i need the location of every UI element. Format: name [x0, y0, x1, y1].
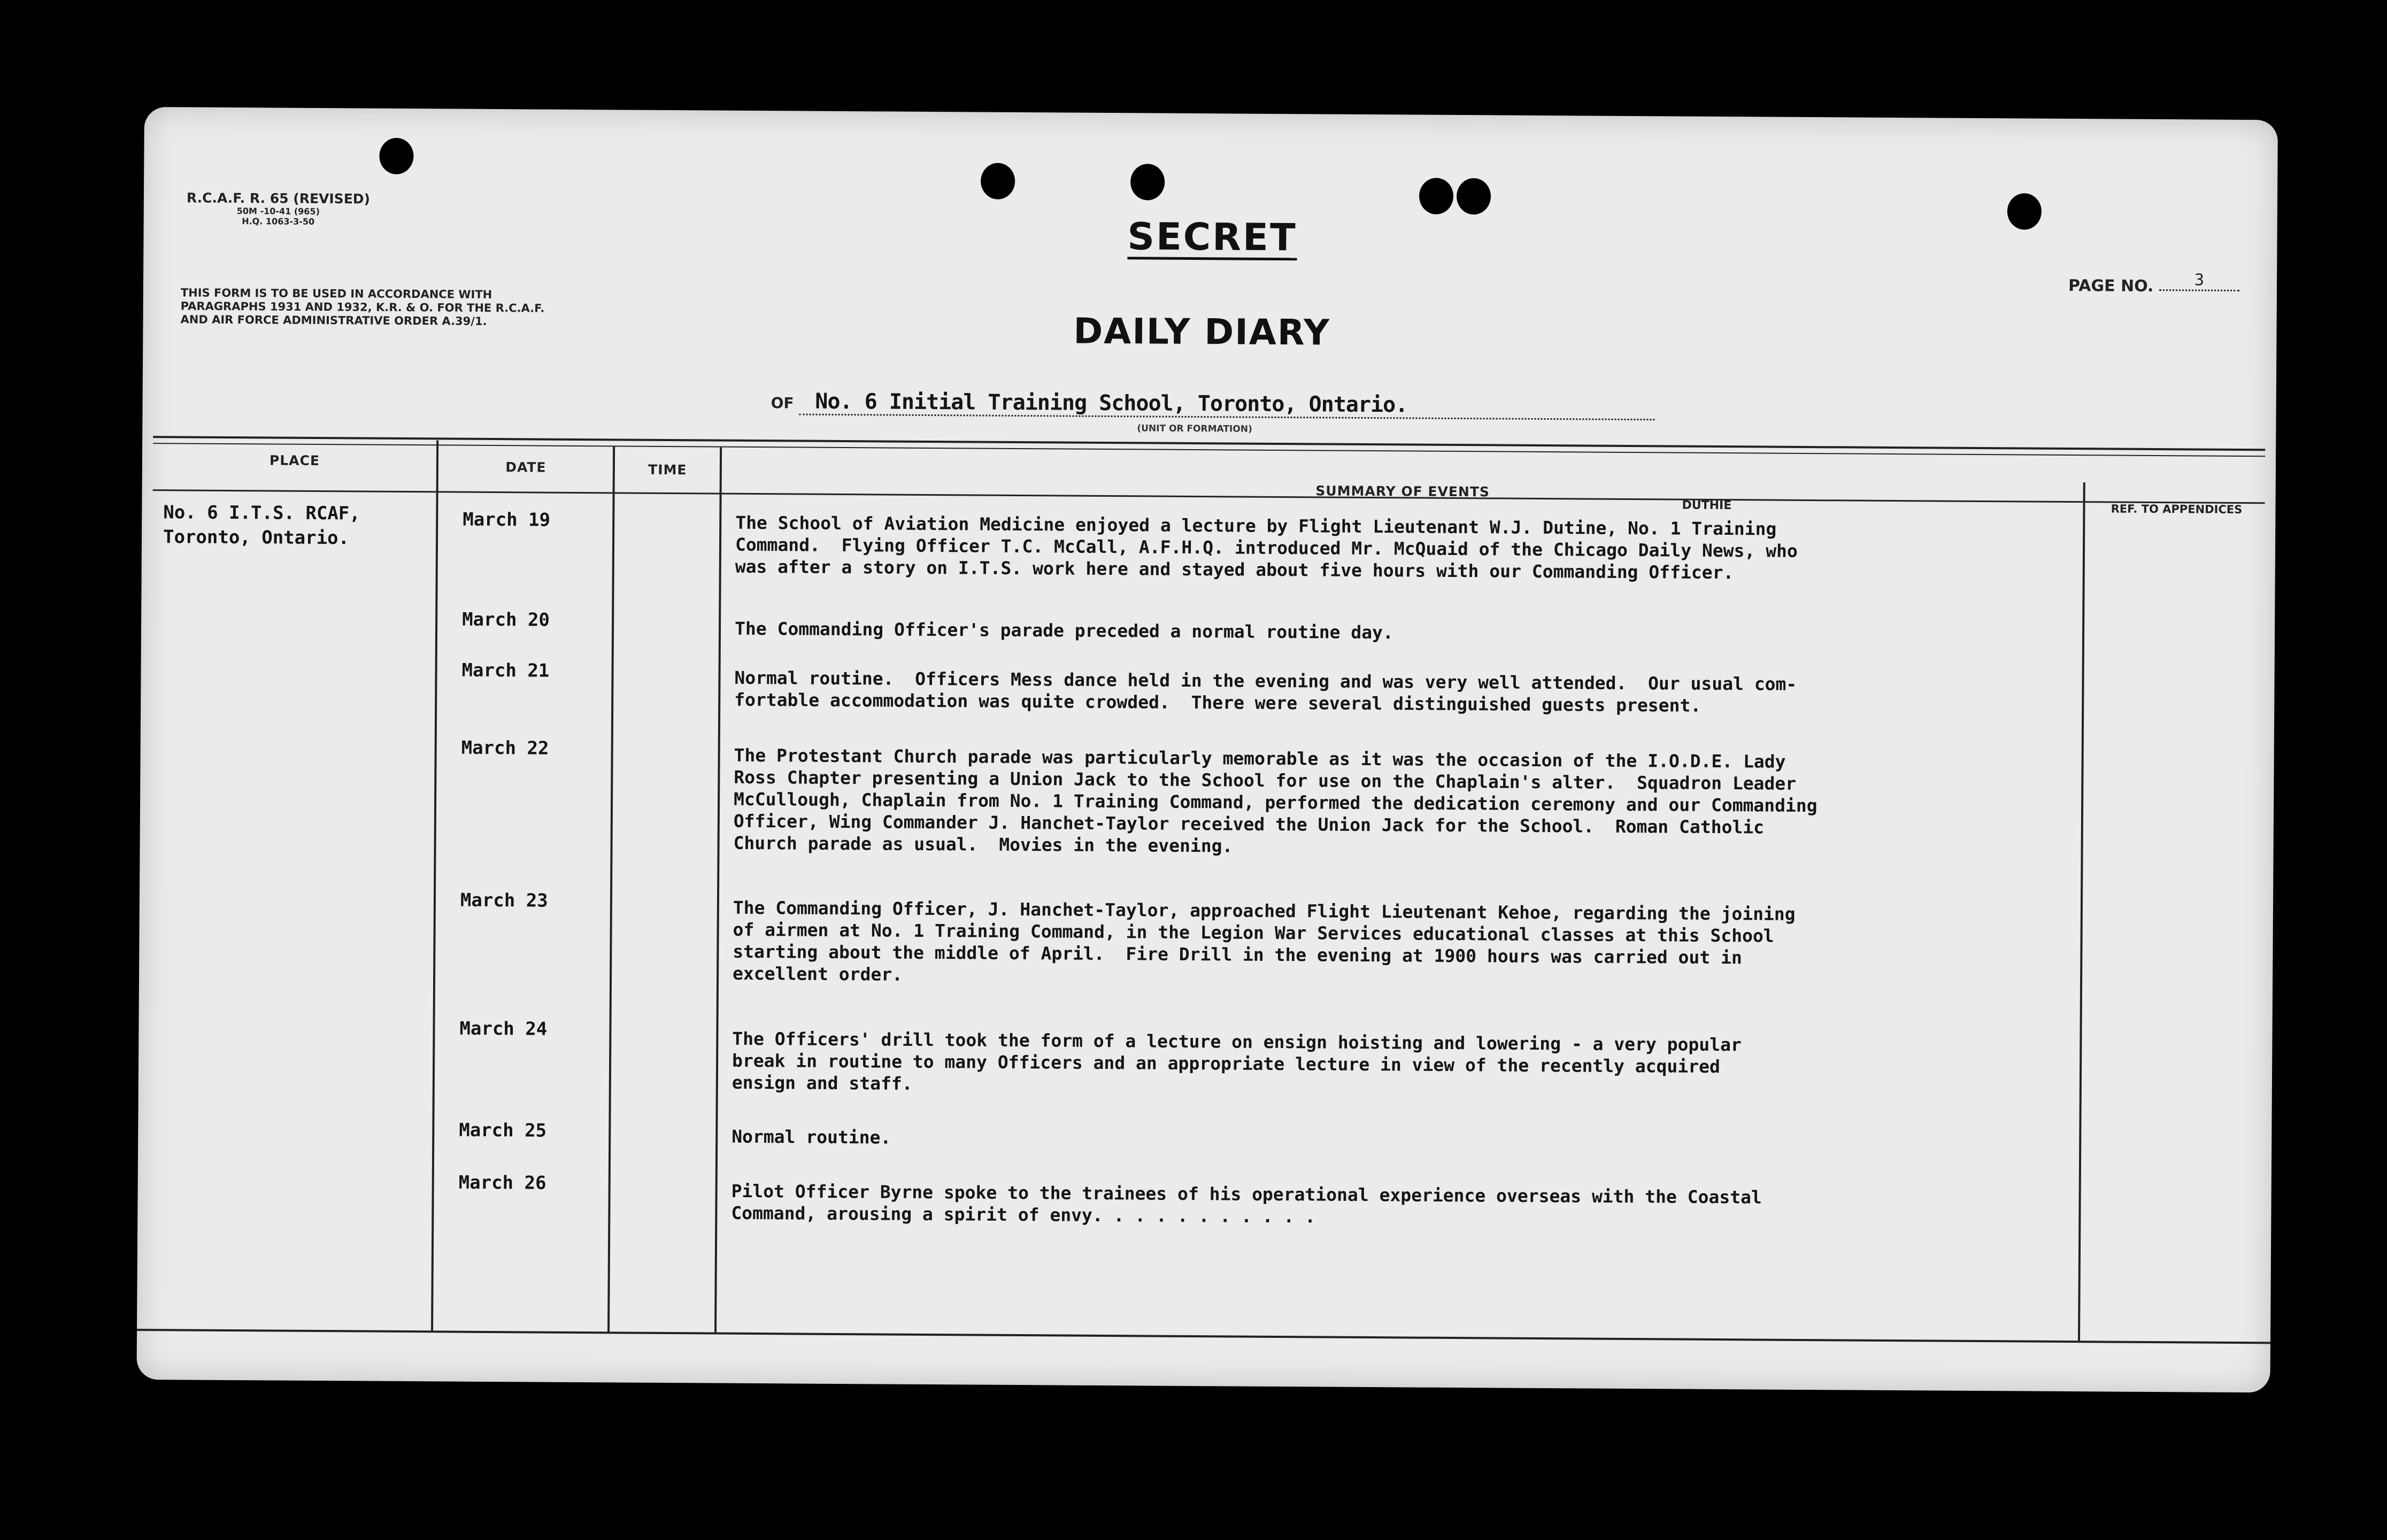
punch-hole — [379, 138, 413, 174]
entry-text: The Commanding Officer, J. Hanchet-Taylor, approached Flight Lieutenant Kehoe, regarding the joining of airmen at No. 1 Training Command, in the Legion War Services educational classes at this School starting about the middle of April. Fire Drill in the evening at 1900 hours was carried out in excellent order. — [733, 897, 1796, 985]
entry-text: The Officers' drill took the form of a lecture on ensign hoisting and lowering - a very popular break in routine to many Officers and an appropriate lecture in view of the recently acquired ensign and staff. — [732, 1028, 1742, 1094]
table-top-rule — [153, 436, 2265, 451]
handwritten-correction: DUTHIE — [1682, 498, 1732, 513]
entry-date: March 22 — [461, 737, 549, 759]
unit-value: No. 6 Initial Training School, Toronto, Ontario. — [799, 389, 1654, 420]
page-number-field — [2068, 271, 2239, 298]
column-divider — [431, 440, 438, 1330]
form-instruction: THIS FORM IS TO BE USED IN ACCORDANCE WITH PARAGRAPHS 1931 AND 1932, K.R. & O. FOR THE R.C.A.F. AND AIR FORCE ADMINISTRATIVE ORDER A.39/1. — [180, 286, 545, 328]
unit-caption: (UNIT OR FORMATION) — [1137, 423, 1252, 435]
punch-hole — [2007, 193, 2042, 229]
entry-date: March 23 — [460, 889, 548, 912]
form-number: R.C.A.F. R. 65 (REVISED) — [186, 190, 371, 207]
entry-text: Pilot Officer Byrne spoke to the trainees of his operational experience overseas with the Coastal Command, arousing a spirit of envy. . . . . . . . . . . — [731, 1180, 1762, 1227]
punch-hole — [1419, 178, 1453, 214]
punch-hole — [1457, 178, 1491, 214]
punch-hole — [1130, 164, 1165, 200]
column-header-summary: SUMMARY OF EVENTS — [1315, 483, 1490, 500]
hq-reference: H.Q. 1063-3-50 — [242, 216, 315, 227]
table-top-rule-inner — [153, 443, 2265, 457]
entry-date: March 21 — [461, 659, 550, 682]
page-title: DAILY DIARY — [1073, 310, 1331, 353]
unit-field — [771, 389, 1655, 420]
entry-date: March 19 — [463, 509, 551, 531]
entry-text: The School of Aviation Medicine enjoyed a lecture by Flight Lieutenant W.J. Dutine, No. 1 Training Command. Flying Officer T.C. McCall, A.F.H.Q. introduced Mr. McQuaid of the Chicago Daily News, who was after a story on I.T.S. work here and stayed about five hours with our Commanding Officer. — [735, 512, 1798, 583]
column-divider — [607, 446, 615, 1331]
page-number-label: PAGE NO. — [2068, 276, 2154, 296]
column-divider — [714, 448, 722, 1333]
print-code: 50M -10-41 (965) — [236, 206, 320, 217]
entry-date: March 25 — [459, 1119, 547, 1142]
punch-hole — [981, 163, 1015, 199]
entry-text: Normal routine. — [732, 1126, 891, 1148]
column-header-place: PLACE — [269, 452, 320, 469]
entry-date: March 20 — [462, 609, 550, 631]
unit-of-label: OF — [771, 394, 794, 412]
place-value: No. 6 I.T.S. RCAF, Toronto, Ontario. — [163, 502, 360, 549]
entry-text: The Protestant Church parade was particularly memorable as it was the occasion of the I.O.D.E. Lady Ross Chapter presenting a Union Jack to the School for use on the Chaplain's alter. Squadron Leader McCullough, Chaplain from No. 1 Training Command, performed the dedication ceremony and our Commanding Officer, Wing Commander J. Hanchet-Taylor received the Union Jack for the School. Roman Catholic Church parade as usual. Movies in the evening. — [733, 744, 1818, 857]
classification-stamp: SECRET — [1127, 214, 1297, 260]
entry-date: March 24 — [459, 1018, 548, 1040]
form-identifier — [187, 190, 370, 227]
entry-text: Normal routine. Officers Mess dance held in the evening and was very well attended. Our usual com- fortable accommodation was quite crowded. There were several distinguished guests present. — [734, 667, 1797, 716]
diary-sheet — [136, 107, 2277, 1392]
table-bottom-rule — [137, 1329, 2270, 1344]
page-number-value: 3 — [2159, 271, 2239, 291]
entry-date: March 26 — [458, 1172, 546, 1194]
column-header-date: DATE — [505, 459, 546, 475]
entry-text: The Commanding Officer's parade preceded a normal routine day. — [734, 618, 1393, 643]
column-header-ref: REF. TO APPENDICES — [2111, 502, 2243, 516]
column-header-time: TIME — [648, 461, 687, 478]
